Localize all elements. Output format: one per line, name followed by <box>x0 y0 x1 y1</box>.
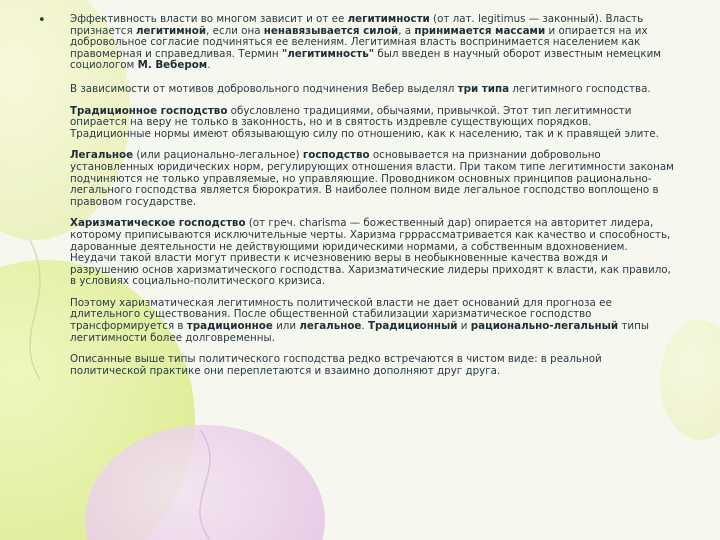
paragraph-legal-domination: Легальное (или рационально-легальное) господство основывается на признании добровольно установленных юридических норм, регулирующих отношения власти. При таком типе легитимности законам подчиняются не только управляемые, но управляющие. Проводником основных принципов рационально-легального господства является бюрократия. В наиболее полном виде легальное господство воплощено в правовом государстве. <box>70 149 674 208</box>
paragraph-charismatic-transformation: Поэтому харизматическая легитимность политической власти не дает оснований для прогноза ее длительного существования. После общественной стабилизации харизматическое господство трансформируется в традиционное или легальное. Традиционный и рационально-легальный типы легитимности более долговременны. <box>70 296 649 344</box>
bullet-marker: • <box>38 13 46 28</box>
paragraph-charismatic-domination: Харизматическое господство (от греч. charisma — божественный дар) опирается на авторитет лидера, которому приписываются исключительные черты. Харизма грррассматривается как качество и способность, дарованные деятельности не действующими юридическими нормами, а собственным вдохновением. Неудачи такой власти могут привести к исчезновению веры в необыкновенные качества вождя и разрушению основ харизматического господства. Харизматические лидеры приходят к власти, как правило, в условиях социально-политического кризиса. <box>70 217 671 288</box>
slide-text-body <box>70 14 674 387</box>
paragraph-legitimacy-definition: Эффективность власти во многом зависит и от ее легитимности (от лат. legitimus — законный). Власть признается легитимной, если она ненавязывается силой, а принимается массами и опирается на их добровольное согласие подчиняться ее велениям. Легитимная власть воспринимается населением как правомерная и справедливая. Термин "легитимность" был введен в научный оборот известным немецким социологом М. Вебером. <box>70 13 662 72</box>
paragraph-weber-types: В зависимости от мотивов добровольного подчинения Вебер выделял три типа легитимного господства. <box>70 82 651 95</box>
paragraph-conclusion: Описанные выше типы политического господства редко встречаются в чистом виде: в реальной политической практике они переплетаются и взаимно дополняют друг друга. <box>70 353 602 377</box>
paragraph-traditional-domination: Традиционное господство обусловлено традициями, обычаями, привычкой. Этот тип легитимности опирается на веру не только в законность, но и в святость издревле существующих порядков. Традиционные нормы имеют обязывающую силу по отношению, как к населению, так и к правящей элите. <box>70 104 659 140</box>
